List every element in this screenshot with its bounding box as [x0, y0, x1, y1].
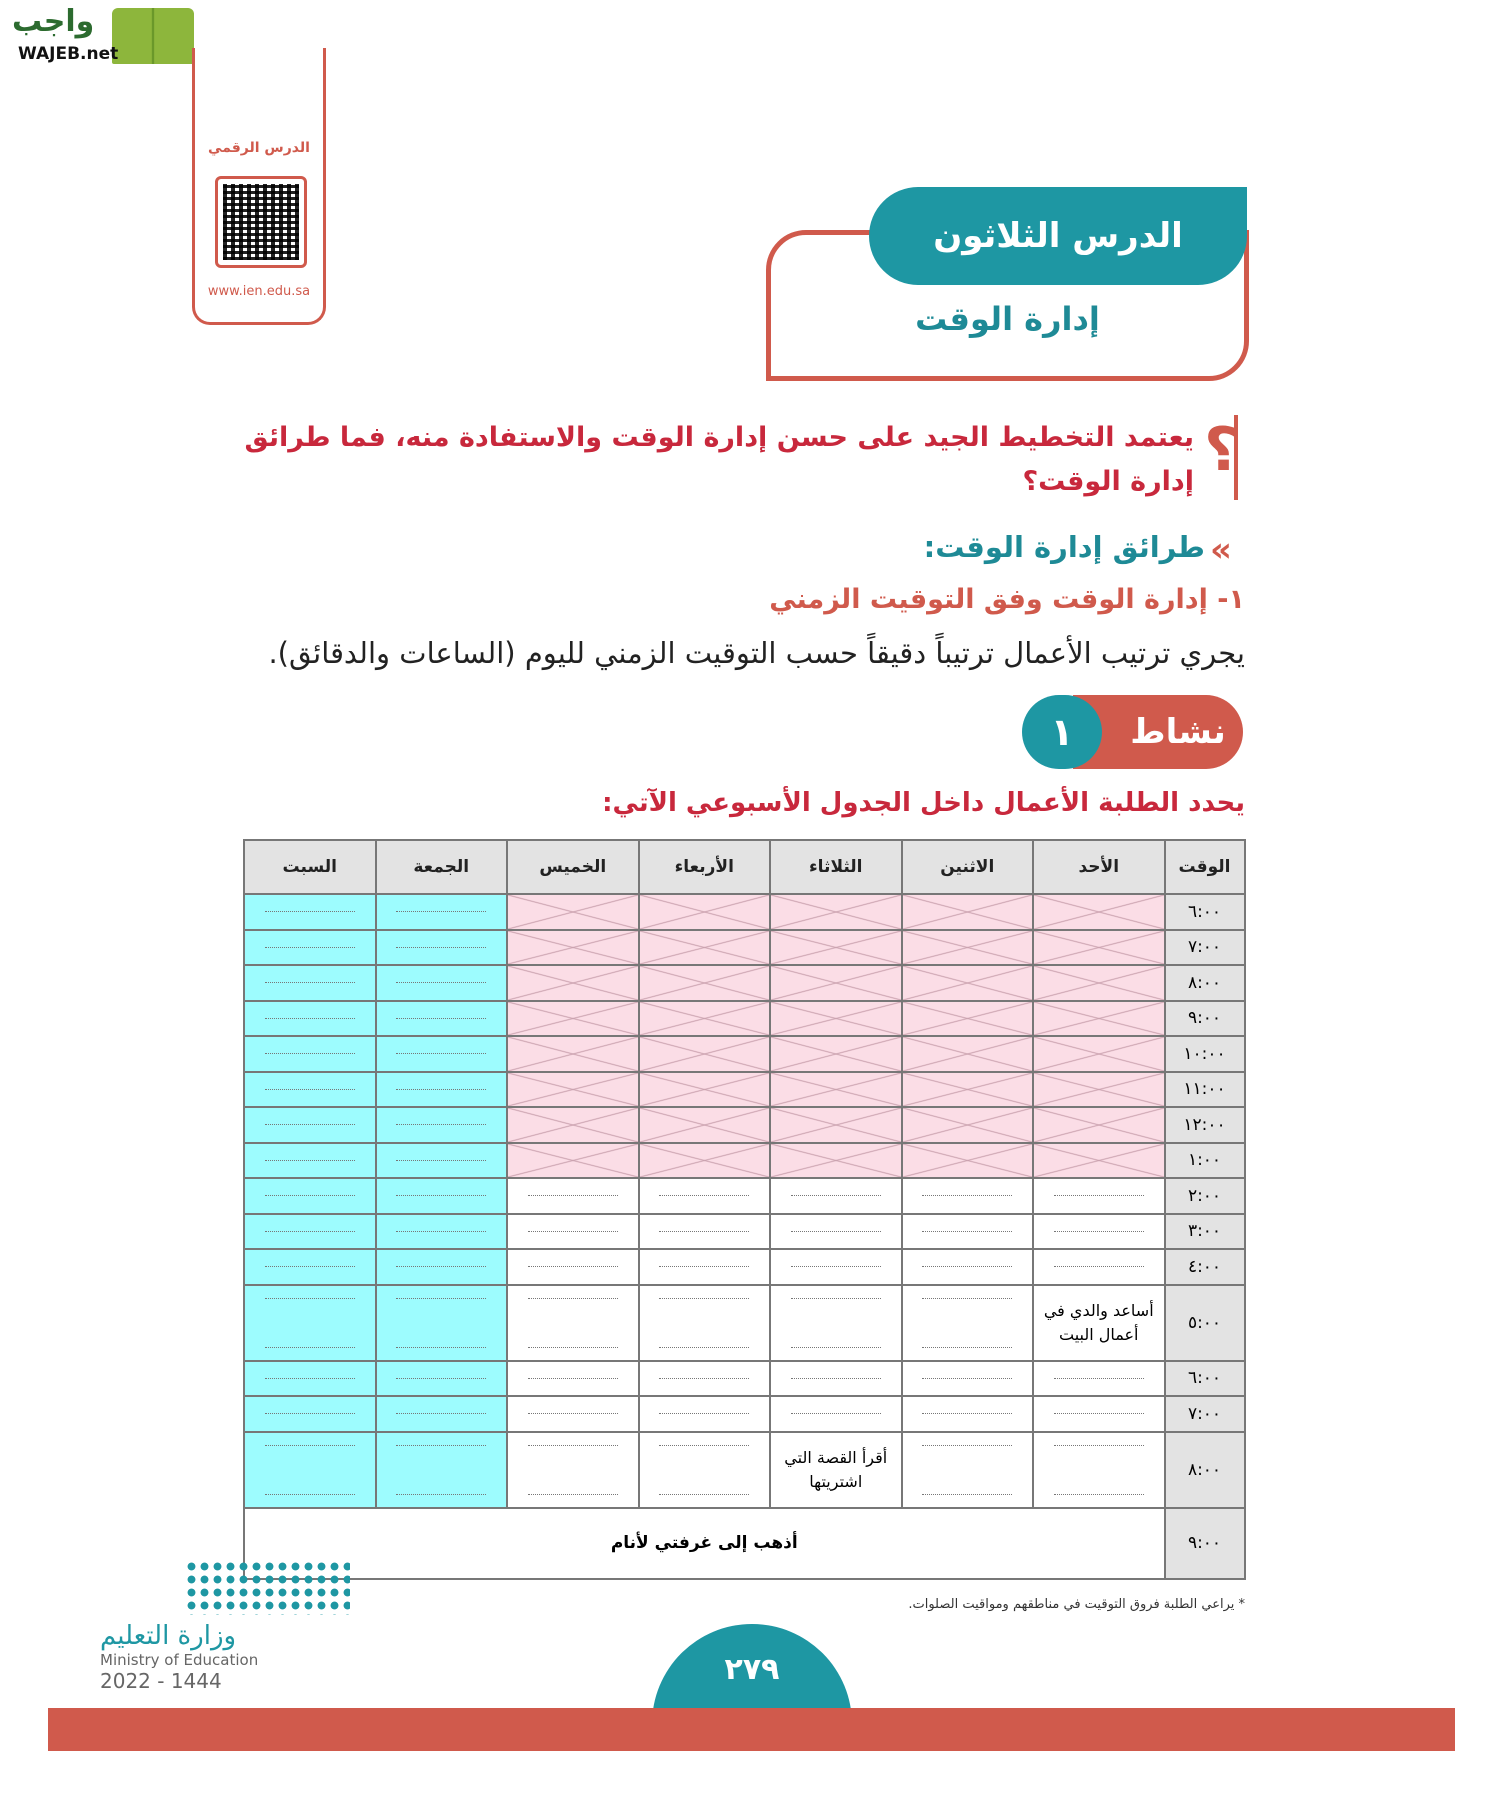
weekend-cell[interactable] [244, 894, 376, 930]
column-header: السبت [244, 840, 376, 894]
weekend-cell[interactable] [376, 930, 508, 966]
dotted-line [265, 1124, 355, 1125]
dotted-line [922, 1266, 1012, 1267]
weekend-cell[interactable] [376, 965, 508, 1001]
dotted-line [791, 1347, 881, 1348]
weekend-cell[interactable] [376, 1361, 508, 1397]
school-hours-cell [507, 965, 639, 1001]
digital-lesson-url[interactable]: www.ien.edu.sa [207, 284, 311, 299]
dotted-line [396, 1413, 486, 1414]
dotted-line [1054, 1378, 1144, 1379]
ministry-arabic: وزارة التعليم [100, 1621, 237, 1651]
schedule-cell[interactable] [902, 1396, 1034, 1432]
school-hours-cell [902, 965, 1034, 1001]
dotted-line [528, 1378, 618, 1379]
schedule-cell[interactable] [770, 1361, 902, 1397]
school-hours-cell [639, 1001, 771, 1037]
school-hours-cell [1033, 894, 1165, 930]
table-row [244, 894, 1245, 930]
school-hours-cell [507, 1143, 639, 1179]
schedule-cell[interactable] [1033, 1396, 1165, 1432]
dotted-line [396, 1266, 486, 1267]
school-hours-cell [1033, 930, 1165, 966]
schedule-cell[interactable] [507, 1396, 639, 1432]
dotted-line [791, 1378, 881, 1379]
school-hours-cell [770, 1036, 902, 1072]
dotted-line [265, 911, 355, 912]
column-header: الخميس [507, 840, 639, 894]
intro-question: يعتمد التخطيط الجيد على حسن إدارة الوقت والاستفادة منه، فما طرائق إدارة الوقت؟ [244, 422, 1194, 497]
table-row [244, 1508, 1245, 1579]
weekend-cell[interactable] [376, 894, 508, 930]
weekend-cell[interactable] [244, 1143, 376, 1179]
school-hours-cell [1033, 1072, 1165, 1108]
school-hours-cell [1033, 1143, 1165, 1179]
schedule-cell[interactable] [1033, 1214, 1165, 1250]
time-cell: ١٠:٠٠ [1165, 1036, 1245, 1072]
schedule-cell[interactable] [902, 1178, 1034, 1214]
time-cell: ٤:٠٠ [1165, 1249, 1245, 1285]
schedule-cell[interactable] [902, 1432, 1034, 1508]
weekend-cell[interactable] [244, 1214, 376, 1250]
school-hours-cell [902, 1072, 1034, 1108]
dotted-line [528, 1347, 618, 1348]
school-hours-cell [639, 930, 771, 966]
schedule-cell[interactable] [639, 1249, 771, 1285]
table-row [244, 1361, 1245, 1397]
dotted-line [265, 1160, 355, 1161]
table-row [244, 1143, 1245, 1179]
weekend-cell[interactable] [376, 1432, 508, 1508]
dotted-line [396, 947, 486, 948]
dotted-line [528, 1231, 618, 1232]
activity-label: نشاط [1073, 695, 1243, 769]
school-hours-cell [902, 1143, 1034, 1179]
schedule-cell[interactable] [507, 1214, 639, 1250]
time-cell: ١١:٠٠ [1165, 1072, 1245, 1108]
logo-latin: WAJEB.net [18, 44, 119, 64]
school-hours-cell [639, 1036, 771, 1072]
weekend-cell[interactable] [376, 1036, 508, 1072]
dotted-line [1054, 1266, 1144, 1267]
school-hours-cell [639, 894, 771, 930]
school-hours-cell [770, 965, 902, 1001]
table-row [244, 1036, 1245, 1072]
schedule-cell[interactable] [639, 1432, 771, 1508]
dotted-line [1054, 1195, 1144, 1196]
dotted-line [265, 1413, 355, 1414]
weekend-cell[interactable] [376, 1396, 508, 1432]
dotted-line [659, 1266, 749, 1267]
schedule-cell[interactable] [639, 1361, 771, 1397]
schedule-cell[interactable] [902, 1361, 1034, 1397]
table-row [244, 1107, 1245, 1143]
dotted-line [659, 1195, 749, 1196]
school-hours-cell [639, 1072, 771, 1108]
schedule-cell[interactable] [507, 1361, 639, 1397]
dotted-line [922, 1413, 1012, 1414]
time-cell: ٥:٠٠ [1165, 1285, 1245, 1361]
schedule-cell[interactable] [639, 1396, 771, 1432]
dotted-line [922, 1231, 1012, 1232]
dotted-line [659, 1347, 749, 1348]
dotted-line [791, 1298, 881, 1299]
column-header: الثلاثاء [770, 840, 902, 894]
table-row [244, 930, 1245, 966]
table-row [244, 1396, 1245, 1432]
schedule-cell[interactable] [639, 1214, 771, 1250]
dotted-line [922, 1445, 1012, 1446]
dotted-line [791, 1231, 881, 1232]
dotted-line [659, 1413, 749, 1414]
school-hours-cell [902, 1001, 1034, 1037]
dotted-line [922, 1195, 1012, 1196]
weekend-cell[interactable] [244, 1432, 376, 1508]
dotted-line [396, 1231, 486, 1232]
weekend-cell[interactable] [376, 1143, 508, 1179]
school-hours-cell [639, 1107, 771, 1143]
activity-note-cell[interactable]: أقرأ القصة التي اشتريتها [770, 1432, 902, 1508]
schedule-cell[interactable] [1033, 1249, 1165, 1285]
weekend-cell[interactable] [244, 1285, 376, 1361]
schedule-cell[interactable] [507, 1285, 639, 1361]
school-hours-cell [507, 1072, 639, 1108]
dotted-line [265, 1018, 355, 1019]
time-cell: ٨:٠٠ [1165, 965, 1245, 1001]
time-cell: ١٢:٠٠ [1165, 1107, 1245, 1143]
dotted-line [265, 1378, 355, 1379]
weekend-cell[interactable] [244, 1036, 376, 1072]
section-heading: طرائق إدارة الوقت: [923, 530, 1205, 564]
paragraph: يجري ترتيب الأعمال ترتيباً دقيقاً حسب التوقيت الزمني لليوم (الساعات والدقائق). [268, 636, 1245, 670]
schedule-cell[interactable] [1033, 1432, 1165, 1508]
dotted-line [1054, 1231, 1144, 1232]
dotted-line [659, 1298, 749, 1299]
time-cell: ١:٠٠ [1165, 1143, 1245, 1179]
school-hours-cell [902, 1036, 1034, 1072]
dotted-line [791, 1413, 881, 1414]
weekly-schedule-table [243, 839, 1246, 1580]
dotted-line [922, 1494, 1012, 1495]
table-row [244, 1072, 1245, 1108]
schedule-cell[interactable] [507, 1178, 639, 1214]
activity-instruction: يحدد الطلبة الأعمال داخل الجدول الأسبوعي الآتي: [602, 788, 1245, 818]
question-mark-icon: ؟ [1204, 415, 1238, 500]
time-cell: ٢:٠٠ [1165, 1178, 1245, 1214]
weekend-cell[interactable] [244, 1361, 376, 1397]
activity-badge [1022, 695, 1243, 769]
column-header: الأربعاء [639, 840, 771, 894]
digital-lesson-label: الدرس الرقمي [208, 140, 310, 156]
weekend-cell[interactable] [244, 1178, 376, 1214]
schedule-cell[interactable] [770, 1249, 902, 1285]
ministry-dots-icon [185, 1560, 350, 1615]
double-chevron-icon: « [1210, 530, 1232, 570]
wajeb-logo [8, 4, 193, 66]
schedule-cell[interactable] [507, 1432, 639, 1508]
time-cell: ٩:٠٠ [1165, 1508, 1245, 1579]
schedule-cell[interactable] [507, 1249, 639, 1285]
time-cell: ٧:٠٠ [1165, 1396, 1245, 1432]
dotted-line [265, 1053, 355, 1054]
dotted-line [265, 1266, 355, 1267]
table-row [244, 1214, 1245, 1250]
schedule-cell[interactable] [902, 1214, 1034, 1250]
dotted-line [528, 1266, 618, 1267]
school-hours-cell [507, 1001, 639, 1037]
schedule-cell[interactable] [639, 1178, 771, 1214]
school-hours-cell [770, 1107, 902, 1143]
schedule-cell[interactable] [1033, 1361, 1165, 1397]
merged-activity-cell: أذهب إلى غرفتي لأنام [244, 1508, 1165, 1579]
weekend-cell[interactable] [244, 1107, 376, 1143]
weekend-cell[interactable] [376, 1107, 508, 1143]
time-cell: ٦:٠٠ [1165, 1361, 1245, 1397]
schedule-cell[interactable] [770, 1214, 902, 1250]
school-hours-cell [902, 930, 1034, 966]
school-hours-cell [639, 1143, 771, 1179]
table-row [244, 1249, 1245, 1285]
book-icon [112, 8, 194, 64]
time-cell: ٩:٠٠ [1165, 1001, 1245, 1037]
column-header: الجمعة [376, 840, 508, 894]
school-hours-cell [1033, 1001, 1165, 1037]
school-hours-cell [770, 1143, 902, 1179]
dotted-line [396, 1378, 486, 1379]
table-row [244, 1001, 1245, 1037]
schedule-cell[interactable] [902, 1249, 1034, 1285]
column-header: الاثنين [902, 840, 1034, 894]
schedule-cell[interactable] [639, 1285, 771, 1361]
page-number: ٢٧٩ [652, 1624, 852, 1734]
school-hours-cell [902, 894, 1034, 930]
school-hours-cell [507, 894, 639, 930]
dotted-line [922, 1378, 1012, 1379]
dotted-line [265, 1494, 355, 1495]
dotted-line [396, 1124, 486, 1125]
weekend-cell[interactable] [244, 1072, 376, 1108]
dotted-line [396, 1298, 486, 1299]
weekend-cell[interactable] [376, 1072, 508, 1108]
weekend-cell[interactable] [376, 1214, 508, 1250]
school-hours-cell [1033, 1107, 1165, 1143]
dotted-line [265, 1298, 355, 1299]
dotted-line [791, 1195, 881, 1196]
subheading: ١- إدارة الوقت وفق التوقيت الزمني [769, 584, 1245, 615]
dotted-line [265, 947, 355, 948]
table-header-row [244, 840, 1245, 894]
dotted-line [528, 1494, 618, 1495]
school-hours-cell [507, 1036, 639, 1072]
dotted-line [396, 1494, 486, 1495]
school-hours-cell [770, 1001, 902, 1037]
logo-arabic: واجب [12, 4, 95, 39]
weekend-cell[interactable] [244, 1396, 376, 1432]
dotted-line [396, 1018, 486, 1019]
column-header: الوقت [1165, 840, 1245, 894]
dotted-line [396, 982, 486, 983]
time-cell: ٨:٠٠ [1165, 1432, 1245, 1508]
footer-bar [48, 1708, 1455, 1751]
table-row [244, 1285, 1245, 1361]
dotted-line [922, 1298, 1012, 1299]
school-hours-cell [770, 1072, 902, 1108]
column-header: الأحد [1033, 840, 1165, 894]
weekend-cell[interactable] [376, 1178, 508, 1214]
weekend-cell[interactable] [376, 1001, 508, 1037]
school-hours-cell [902, 1107, 1034, 1143]
activity-number: ١ [1022, 695, 1102, 769]
qr-code-icon[interactable] [215, 176, 307, 268]
school-hours-cell [1033, 1036, 1165, 1072]
dotted-line [396, 1053, 486, 1054]
school-hours-cell [507, 930, 639, 966]
schedule-cell[interactable] [770, 1178, 902, 1214]
dotted-line [659, 1445, 749, 1446]
schedule-cell[interactable] [902, 1285, 1034, 1361]
weekend-cell[interactable] [244, 930, 376, 966]
school-hours-cell [770, 930, 902, 966]
ministry-logo [100, 1560, 330, 1693]
activity-note-cell[interactable]: أساعد والدي في أعمال البيت [1033, 1285, 1165, 1361]
dotted-line [265, 1089, 355, 1090]
dotted-line [922, 1347, 1012, 1348]
dotted-line [396, 1445, 486, 1446]
weekend-cell[interactable] [244, 1001, 376, 1037]
time-cell: ٧:٠٠ [1165, 930, 1245, 966]
school-hours-cell [507, 1107, 639, 1143]
dotted-line [396, 1195, 486, 1196]
dotted-line [396, 1089, 486, 1090]
dotted-line [659, 1494, 749, 1495]
schedule-cell[interactable] [770, 1285, 902, 1361]
weekend-cell[interactable] [376, 1249, 508, 1285]
time-cell: ٦:٠٠ [1165, 894, 1245, 930]
weekend-cell[interactable] [376, 1285, 508, 1361]
dotted-line [791, 1266, 881, 1267]
ministry-year: 2022 - 1444 [100, 1669, 222, 1693]
dotted-line [265, 1231, 355, 1232]
school-hours-cell [770, 894, 902, 930]
dotted-line [528, 1413, 618, 1414]
dotted-line [528, 1195, 618, 1196]
lesson-title: إدارة الوقت [915, 300, 1100, 338]
school-hours-cell [639, 965, 771, 1001]
weekend-cell[interactable] [244, 1249, 376, 1285]
dotted-line [396, 1160, 486, 1161]
dotted-line [1054, 1445, 1144, 1446]
dotted-line [396, 911, 486, 912]
dotted-line [528, 1298, 618, 1299]
digital-lesson-card [192, 48, 326, 325]
schedule-cell[interactable] [770, 1396, 902, 1432]
dotted-line [659, 1378, 749, 1379]
dotted-line [265, 982, 355, 983]
footnote: * يراعي الطلبة فروق التوقيت في مناطقهم ومواقيت الصلوات. [908, 1597, 1245, 1612]
weekend-cell[interactable] [244, 965, 376, 1001]
table-row [244, 1178, 1245, 1214]
lesson-number-title: الدرس الثلاثون [869, 187, 1247, 285]
dotted-line [396, 1347, 486, 1348]
dotted-line [265, 1195, 355, 1196]
time-cell: ٣:٠٠ [1165, 1214, 1245, 1250]
dotted-line [659, 1231, 749, 1232]
ministry-english: Ministry of Education [100, 1651, 259, 1669]
dotted-line [528, 1445, 618, 1446]
table-row [244, 1432, 1245, 1508]
school-hours-cell [1033, 965, 1165, 1001]
dotted-line [265, 1347, 355, 1348]
dotted-line [1054, 1494, 1144, 1495]
dotted-line [265, 1445, 355, 1446]
table-row [244, 965, 1245, 1001]
schedule-cell[interactable] [1033, 1178, 1165, 1214]
dotted-line [1054, 1413, 1144, 1414]
